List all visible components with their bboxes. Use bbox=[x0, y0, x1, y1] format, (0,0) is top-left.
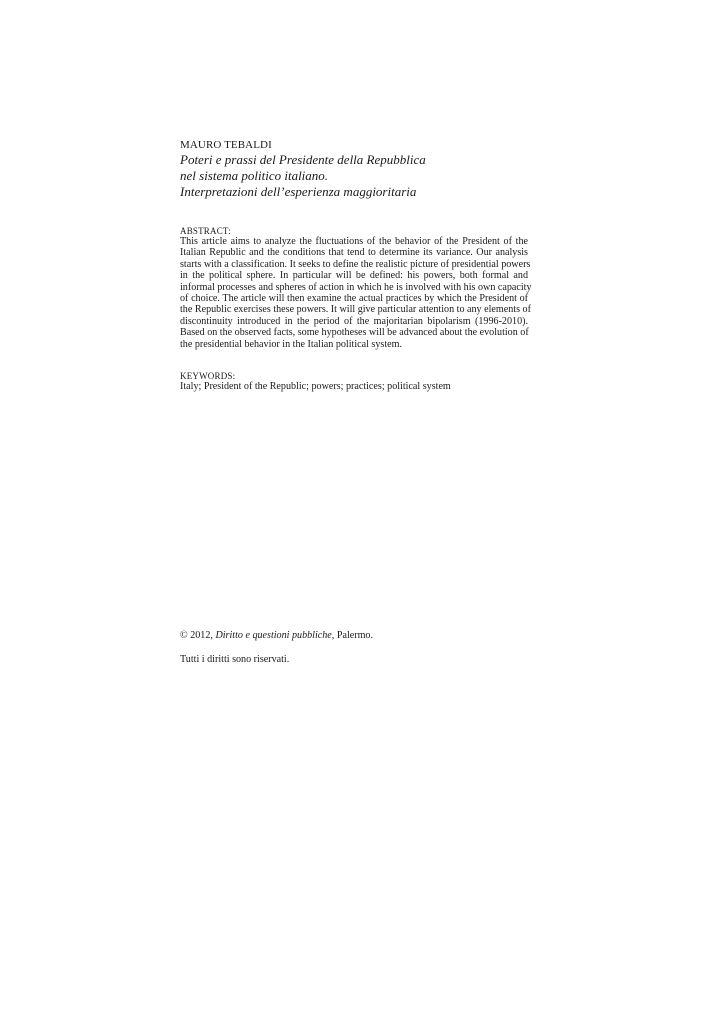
copyright-prefix: © 2012, bbox=[180, 630, 216, 641]
author-name: MAURO TEBALDI bbox=[180, 139, 272, 151]
abstract-line: This article aims to analyze the fluctuations of the behavior of the President of the bbox=[180, 236, 528, 247]
journal-name: Diritto e questioni pubbliche bbox=[215, 630, 332, 641]
title-line: Poteri e prassi del Presidente della Repubblica bbox=[180, 152, 426, 167]
abstract-text bbox=[180, 236, 532, 350]
abstract-label: ABSTRACT: bbox=[180, 226, 231, 236]
keywords-text: Italy; President of the Republic; powers; practices; political system bbox=[180, 381, 451, 392]
copyright-suffix: , Palermo. bbox=[331, 630, 374, 641]
abstract-line: of choice. The article will then examine the actual practices by which the President of bbox=[180, 293, 528, 305]
abstract-line: starts with a classification. It seeks to define the realistic picture of presidential powers bbox=[180, 258, 531, 270]
title-line: nel sistema politico italiano. bbox=[180, 168, 329, 183]
copyright-notice bbox=[180, 630, 373, 641]
article-title bbox=[180, 152, 426, 200]
abstract-line: the presidential behavior in the Italian political system. bbox=[180, 338, 402, 350]
abstract-line: in the political sphere. In particular will be defined: his powers, both formal and bbox=[180, 270, 528, 282]
title-line: Interpretazioni dell’esperienza maggioritaria bbox=[180, 184, 417, 199]
abstract-line: informal processes and spheres of action in which he is involved with his own capacity bbox=[180, 281, 532, 293]
abstract-line: Based on the observed facts, some hypotheses will be advanced about the evolution of bbox=[180, 327, 529, 339]
keywords-label: KEYWORDS: bbox=[180, 371, 236, 381]
abstract-line: Italian Republic and the conditions that tend to determine its variance. Our analysis bbox=[180, 247, 528, 259]
abstract-line: the Republic exercises these powers. It will give particular attention to any elements of bbox=[180, 304, 531, 316]
rights-notice: Tutti i diritti sono riservati. bbox=[180, 654, 290, 665]
abstract-line: discontinuity introduced in the period of the majoritarian bipolarism (1996-2010). bbox=[180, 315, 528, 327]
